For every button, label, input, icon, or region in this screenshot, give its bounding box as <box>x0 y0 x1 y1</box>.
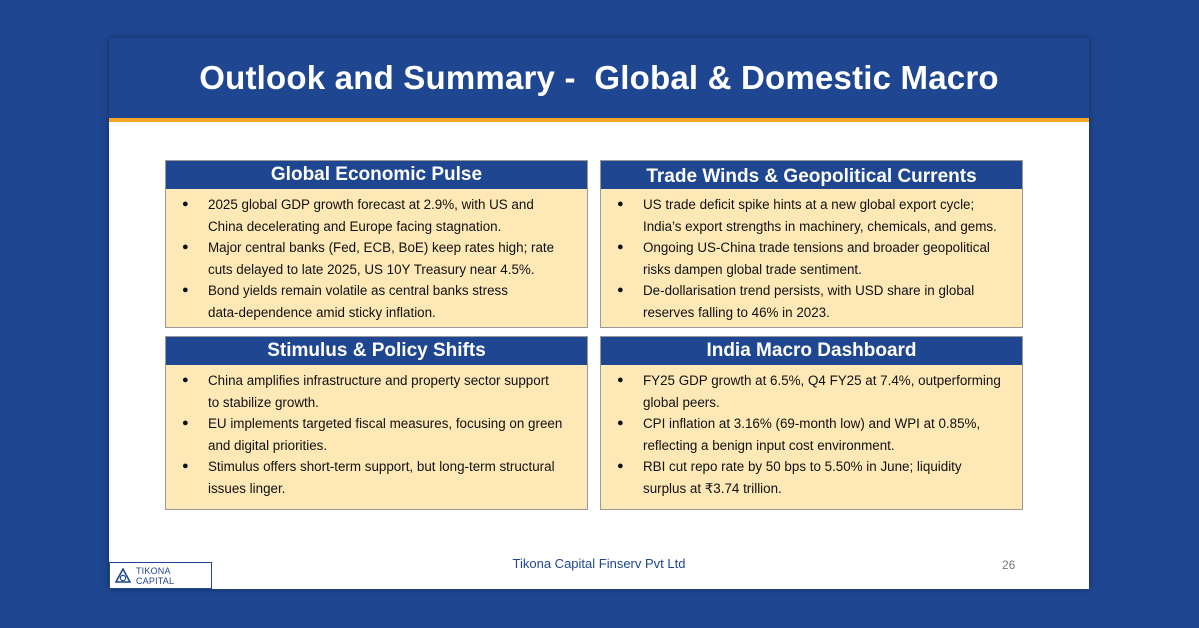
panel-title: Stimulus & Policy Shifts <box>166 337 587 365</box>
bullet-dot-icon: ● <box>182 198 189 210</box>
bullet-dot-icon: ● <box>182 241 189 253</box>
bullet-dot-icon: ● <box>182 417 189 429</box>
panel-trade-winds <box>600 160 1023 328</box>
bullet-list <box>166 189 587 323</box>
header-accent-rule <box>109 118 1089 122</box>
bullet-item: ● FY25 GDP growth at 6.5%, Q4 FY25 at 7.4%, outperforming global peers. <box>609 370 1014 413</box>
bullet-item: ● US trade deficit spike hints at a new global export cycle; India’s export strengths in machinery, chemicals, and gems. <box>609 194 1014 237</box>
panel-title: Global Economic Pulse <box>166 161 587 189</box>
bullet-dot-icon: ● <box>617 284 624 296</box>
bullet-dot-icon: ● <box>617 417 624 429</box>
footer-company-name: Tikona Capital Finserv Pvt Ltd <box>512 556 686 571</box>
bullet-item: ● Major central banks (Fed, ECB, BoE) keep rates high; rate cuts delayed to late 2025, US 10Y Treasury near 4.5%. <box>174 237 579 280</box>
slide <box>109 38 1089 589</box>
bullet-list <box>166 365 587 499</box>
bullet-list <box>601 189 1022 323</box>
panel-global-economic-pulse <box>165 160 588 328</box>
slide-title: Outlook and Summary - Global & Domestic Macro <box>199 59 999 96</box>
bullet-item: ● EU implements targeted fiscal measures, focusing on green and digital priorities. <box>174 413 579 456</box>
bullet-dot-icon: ● <box>617 241 624 253</box>
bullet-item: ● RBI cut repo rate by 50 bps to 5.50% in June; liquidity surplus at ₹3.74 trillion. <box>609 456 1014 499</box>
bullet-dot-icon: ● <box>182 374 189 386</box>
bullet-dot-icon: ● <box>182 460 189 472</box>
bullet-item: ● Stimulus offers short-term support, but long-term structural issues linger. <box>174 456 579 499</box>
panel-title: India Macro Dashboard <box>601 337 1022 365</box>
company-logo <box>109 562 212 589</box>
bullet-item: ● China amplifies infrastructure and property sector support to stabilize growth. <box>174 370 579 413</box>
bullet-list <box>601 365 1022 499</box>
panel-stimulus-policy <box>165 336 588 510</box>
bullet-item: ● 2025 global GDP growth forecast at 2.9%, with US and China decelerating and Europe facing stagnation. <box>174 194 579 237</box>
slide-header <box>109 38 1089 118</box>
bullet-item: ● Ongoing US-China trade tensions and broader geopolitical risks dampen global trade sentiment. <box>609 237 1014 280</box>
bullet-item: ● CPI inflation at 3.16% (69-month low) and WPI at 0.85%, reflecting a benign input cost environment. <box>609 413 1014 456</box>
bullet-dot-icon: ● <box>182 284 189 296</box>
page-number: 26 <box>1002 558 1016 572</box>
bullet-dot-icon: ● <box>617 374 624 386</box>
bullet-dot-icon: ● <box>617 460 624 472</box>
bullet-item: ● De-dollarisation trend persists, with USD share in global reserves falling to 46% in 2023. <box>609 280 1014 323</box>
triangle-logo-icon <box>115 568 131 584</box>
bullet-dot-icon: ● <box>617 198 624 210</box>
bullet-item: ● Bond yields remain volatile as central banks stress data-dependence amid sticky inflation. <box>174 280 579 323</box>
panel-india-macro-dashboard <box>600 336 1023 510</box>
logo-text: TIKONA CAPITAL <box>135 565 175 586</box>
panel-title: Trade Winds & Geopolitical Currents <box>601 161 1022 189</box>
